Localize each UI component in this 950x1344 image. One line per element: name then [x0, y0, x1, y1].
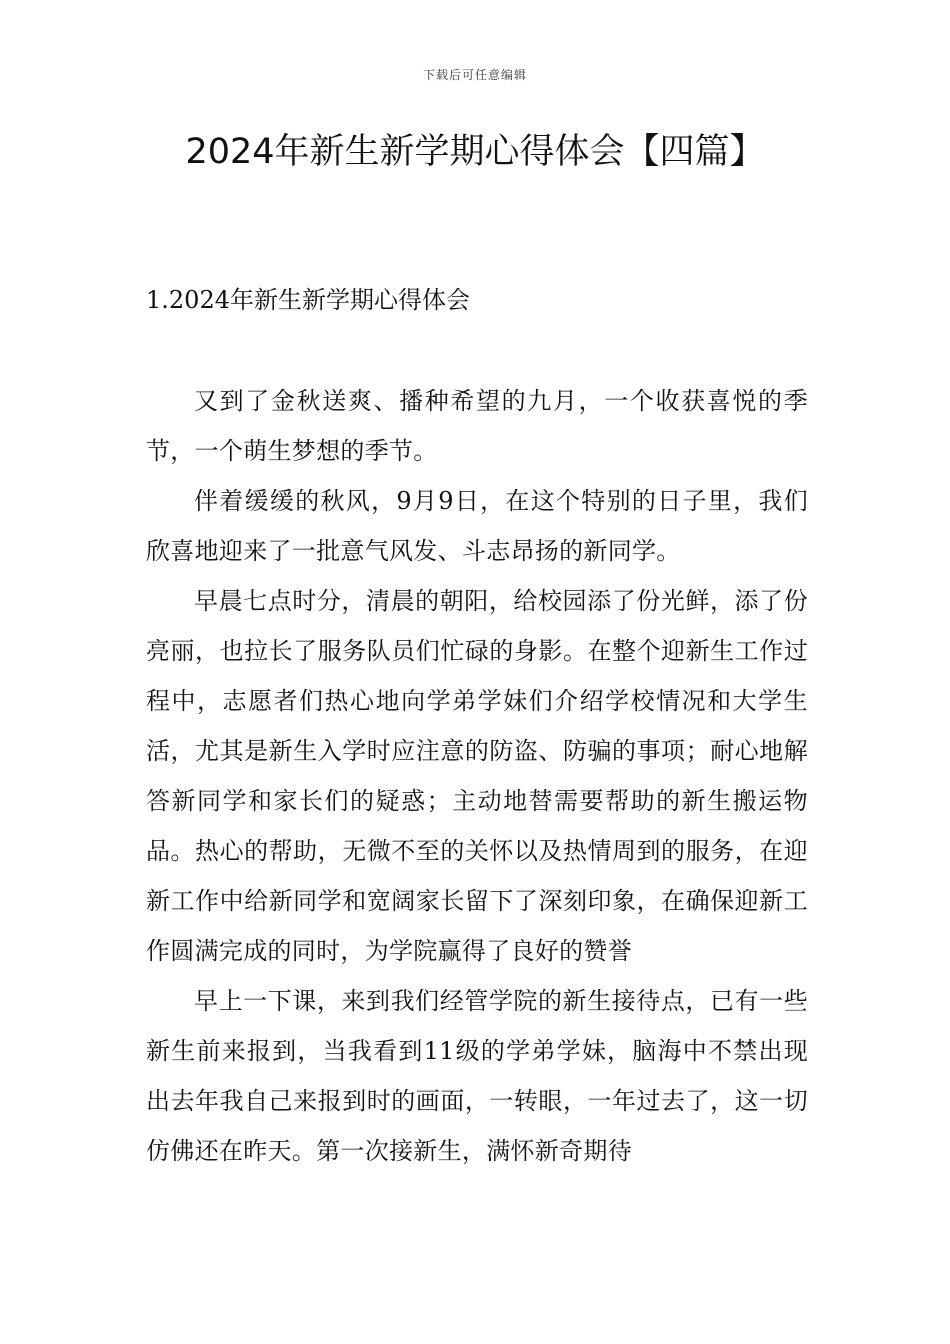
section-heading: 1.2024年新生新学期心得体会	[146, 286, 470, 314]
paragraph: 早上一下课，来到我们经管学院的新生接待点，已有一些新生前来报到，当我看到11级的学弟学妹，脑海中不禁出现出去年我自己来报到时的画面，一转眼，一年过去了，这一切仿佛还在昨天。第一次接新生，满怀新奇期待	[146, 987, 808, 1165]
paragraph: 早晨七点时分，清晨的朝阳，给校园添了份光鲜，添了份亮丽，也拉长了服务队员们忙碌的身影。在整个迎新生工作过程中，志愿者们热心地向学弟学妹们介绍学校情况和大学生活，尤其是新生入学时应注意的防盗、防骗的事项；耐心地解答新同学和家长们的疑惑；主动地替需要帮助的新生搬运物品。热心的帮助，无微不至的关怀以及热情周到的服务，在迎新工作中给新同学和宽阔家长留下了深刻印象，在确保迎新工作圆满完成的同时，为学院赢得了良好的赞誉	[146, 587, 808, 965]
header-note: 下载后可任意编辑	[422, 68, 527, 82]
paragraph: 又到了金秋送爽、播种希望的九月，一个收获喜悦的季节，一个萌生梦想的季节。	[146, 387, 808, 465]
document-title: 2024年新生新学期心得体会【四篇】	[185, 132, 765, 172]
document-body	[146, 376, 808, 1176]
paragraph: 伴着缓缓的秋风，9月9日，在这个特别的日子里，我们欣喜地迎来了一批意气风发、斗志昂扬的新同学。	[146, 487, 808, 565]
